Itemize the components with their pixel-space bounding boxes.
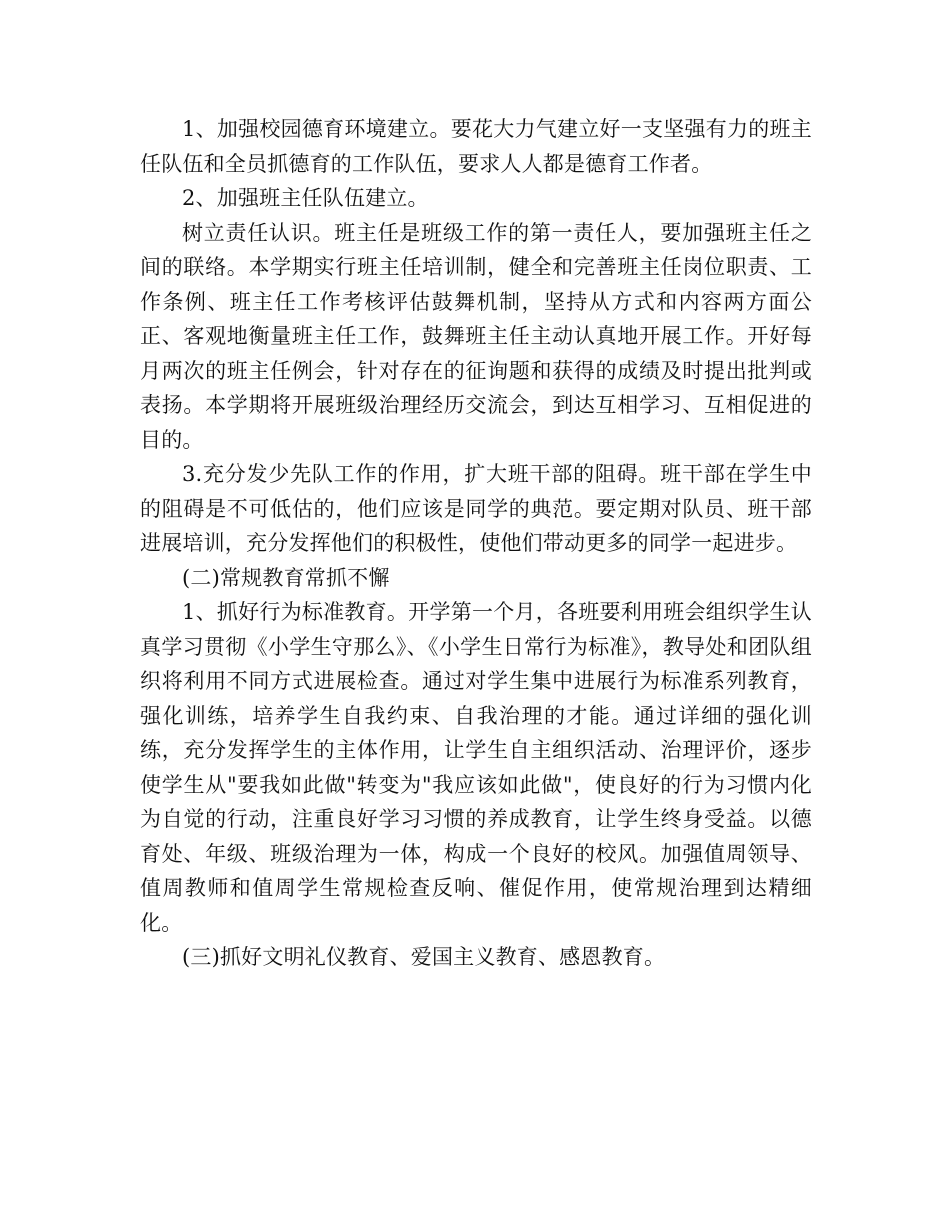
section-heading-3: (三)抓好文明礼仪教育、爱国主义教育、感恩教育。 [182,945,666,969]
paragraph-3: 树立责任认识。班主任是班级工作的第一责任人，要加强班主任之间的联络。本学期实行班主任培训制，健全和完善班主任岗位职责、工作条例、班主任工作考核评估鼓舞机制，坚持从方式和内容两方面公正、客观地衡量班主任工作，鼓舞班主任主动认真地开展工作。开好每月两次的班主任例会，针对存在的征询题和获得的成绩及时提出批判或表扬。本学期将开展班级治理经历交流会，到达互相学习、互相促进的目的。 [140,220,812,452]
paragraph-4: 3.充分发少先队工作的作用，扩大班干部的阻碍。班干部在学生中的阻碍是不可低估的，他们应该是同学的典范。要定期对队员、班干部进展培训，充分发挥他们的积极性，使他们带动更多的同学一起进步。 [140,462,812,555]
paragraph-1: 1、加强校园德育环境建立。要花大力气建立好一支坚强有力的班主任队伍和全员抓德育的工作队伍，要求人人都是德育工作者。 [140,117,812,176]
document-body [140,112,812,975]
section-heading-2: (二)常规教育常抓不懈 [182,565,390,590]
paragraph-5: 1、抓好行为标准教育。开学第一个月，各班要利用班会组织学生认真学习贯彻《小学生守那么》、《小学生日常行为标准》，教导处和团队组织将利用不同方式进展检查。通过对学生集中进展行为标准系列教育，强化训练，培养学生自我约束、自我治理的才能。通过详细的强化训练，充分发挥学生的主体作用，让学生自主组织活动、治理评价，逐步使学生从"要我如此做"转变为"我应该如此做"，使良好的行为习惯内化为自觉的行动，注重良好学习习惯的养成教育，让学生终身受益。以德育处、年级、班级治理为一体，构成一个良好的校风。加强值周领导、值周教师和值周学生常规检查反响、催促作用，使常规治理到达精细化。 [140,600,812,935]
paragraph-2: 2、加强班主任队伍建立。 [182,186,429,210]
